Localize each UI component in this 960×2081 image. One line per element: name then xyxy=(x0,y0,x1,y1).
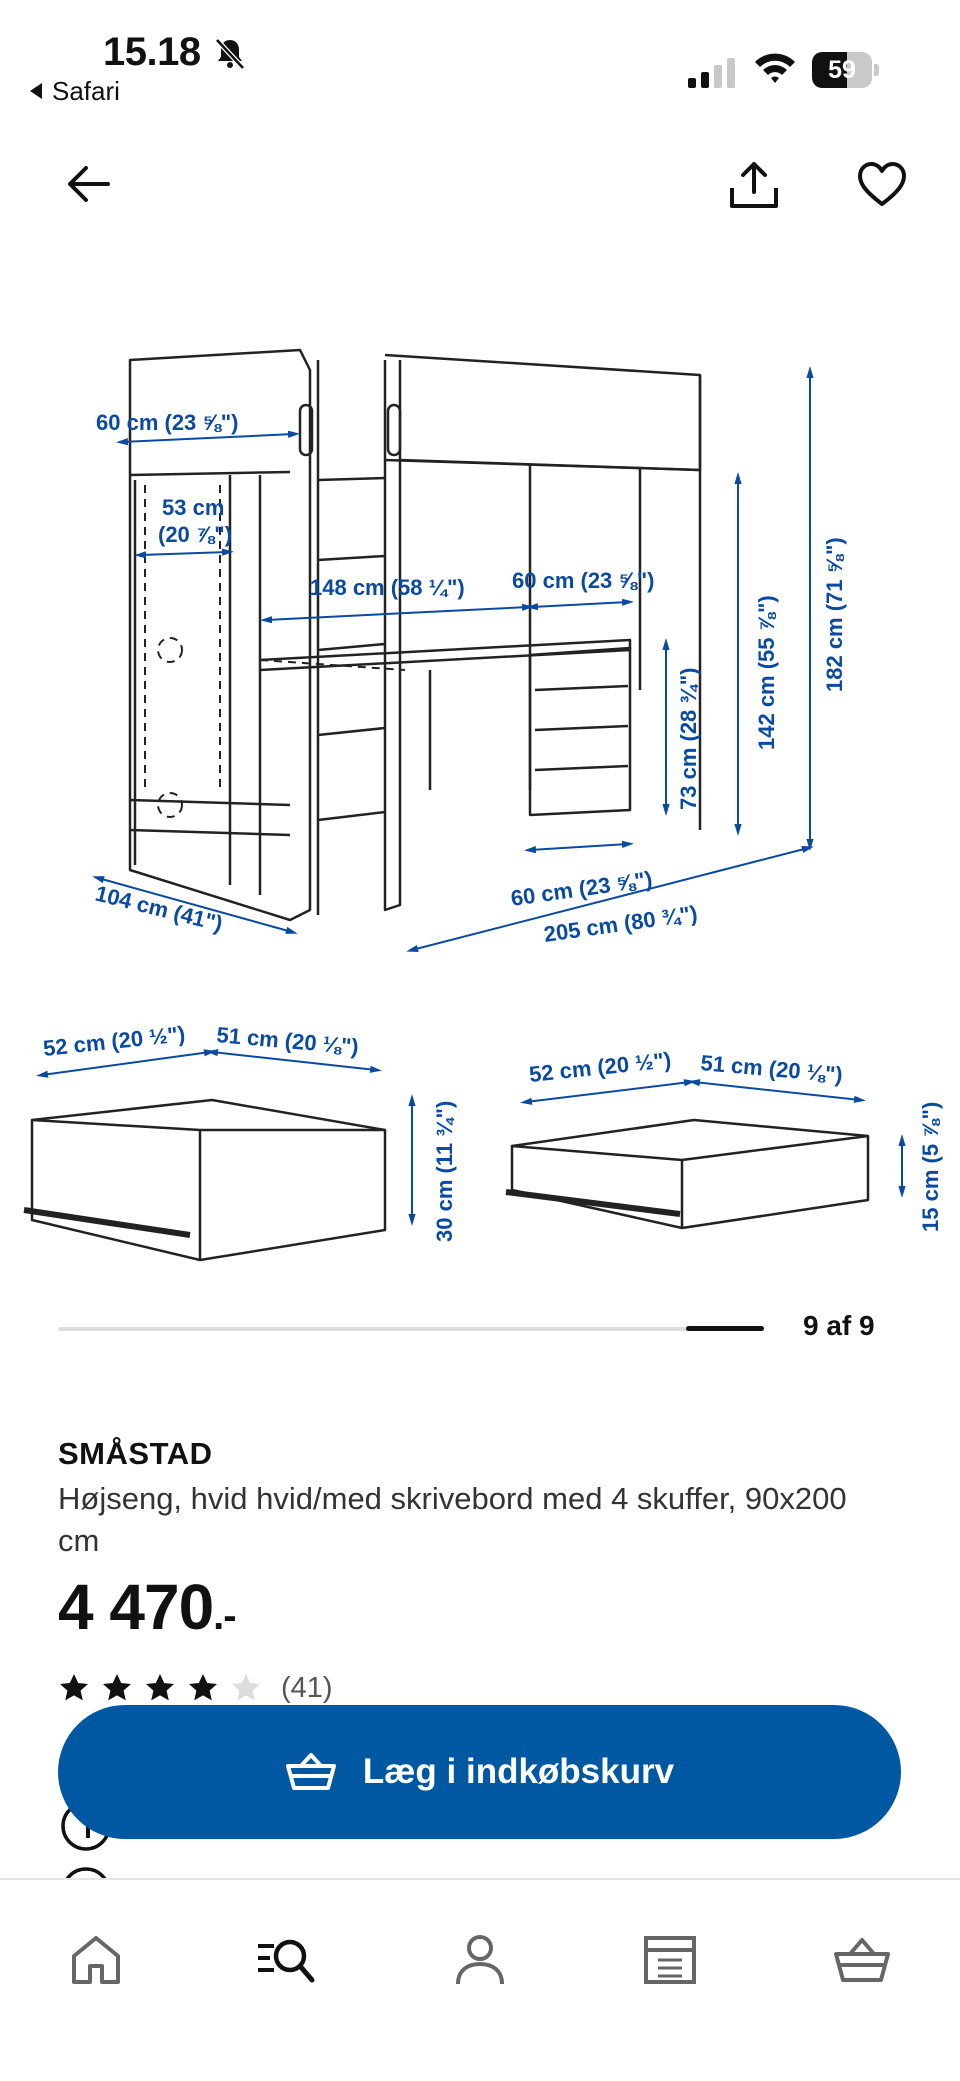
drawer-large-width: 52 cm (20 ½") xyxy=(41,1021,187,1061)
basket-icon[interactable] xyxy=(832,1932,892,1988)
star-filled-icon xyxy=(187,1672,219,1704)
star-filled-icon xyxy=(144,1672,176,1704)
drawer-large-height: 30 cm (11 ¾") xyxy=(432,1100,457,1242)
battery-body xyxy=(812,52,872,88)
drawer-large-depth: 51 cm (20 ⅛") xyxy=(215,1022,360,1060)
product-price xyxy=(58,1570,236,1644)
back-app-label: Safari xyxy=(52,76,120,106)
back-to-safari[interactable] xyxy=(30,76,120,107)
add-to-cart-button[interactable] xyxy=(58,1705,901,1839)
dim-bed-height: 142 cm (55 ⅞") xyxy=(754,595,779,750)
back-triangle-icon xyxy=(30,83,42,99)
star-filled-icon xyxy=(101,1672,133,1704)
dim-base-drawer: 60 cm (23 ⅝") xyxy=(509,866,654,911)
dim-desk-length: 148 cm (58 ¼") xyxy=(310,575,465,600)
basket-icon xyxy=(285,1752,337,1792)
dim-desk-height: 73 cm (28 ¾") xyxy=(676,667,701,810)
product-dimension-image xyxy=(0,330,960,1270)
dim-desk-drawer: 60 cm (23 ⅝") xyxy=(512,568,655,593)
bottom-tab-bar xyxy=(0,1878,960,2081)
dim-width-top: 60 cm (23 ⅝") xyxy=(96,410,239,435)
store-icon[interactable] xyxy=(640,1932,700,1988)
carousel-track xyxy=(58,1327,764,1331)
review-count: (41) xyxy=(281,1671,333,1704)
battery-indicator xyxy=(812,52,880,88)
drawer-small-depth: 51 cm (20 ⅛") xyxy=(699,1050,844,1088)
product-rating[interactable] xyxy=(58,1668,333,1708)
dim-total-height: 182 cm (71 ⅝") xyxy=(822,537,847,692)
dim-inner-width-in: (20 ⅞") xyxy=(158,522,233,547)
product-brand: SMÅSTAD xyxy=(58,1436,213,1471)
battery-nub xyxy=(874,64,879,76)
dim-inner-width: 53 cm xyxy=(162,495,225,520)
cellular-signal-icon xyxy=(688,58,736,88)
battery-percent: 59 xyxy=(828,56,856,84)
price-value: 4 470 xyxy=(58,1571,214,1643)
back-arrow-icon[interactable] xyxy=(64,160,112,208)
carousel-counter: 9 af 9 xyxy=(803,1310,875,1341)
wifi-icon xyxy=(752,50,798,86)
heart-icon[interactable] xyxy=(856,160,908,210)
drawer-small-height: 15 cm (5 ⅞") xyxy=(918,1101,943,1232)
profile-icon[interactable] xyxy=(450,1932,510,1988)
add-to-cart-label: Læg i indkøbskurv xyxy=(362,1752,675,1791)
status-bar xyxy=(0,0,960,120)
drawer-small-width: 52 cm (20 ½") xyxy=(527,1047,673,1087)
share-icon[interactable] xyxy=(726,158,782,214)
home-icon[interactable] xyxy=(66,1932,126,1988)
bell-slash-icon xyxy=(212,36,248,72)
image-carousel-indicator[interactable] xyxy=(58,1310,888,1350)
star-filled-icon xyxy=(58,1672,90,1704)
search-icon[interactable] xyxy=(256,1932,316,1988)
dim-length: 205 cm (80 ¾") xyxy=(542,900,699,947)
status-time: 15.18 xyxy=(103,30,201,74)
dim-depth: 104 cm (41") xyxy=(92,880,226,937)
price-suffix: .- xyxy=(213,1594,236,1638)
carousel-thumb xyxy=(686,1326,764,1331)
star-empty-icon xyxy=(230,1672,262,1704)
product-description: Højseng, hvid hvid/med skrivebord med 4 skuffer, 90x200 cm xyxy=(58,1481,847,1558)
